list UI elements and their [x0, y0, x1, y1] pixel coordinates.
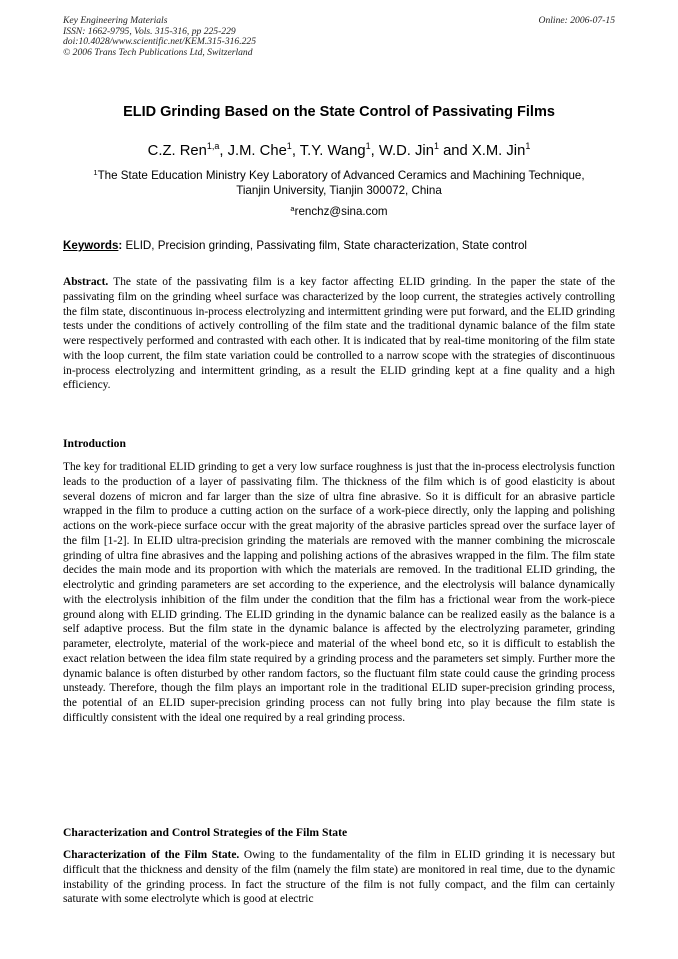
- author-affil-mark: 1: [286, 141, 292, 151]
- online-date: Online: 2006-07-15: [538, 15, 615, 26]
- subsection-heading: Characterization of the Film State.: [63, 849, 240, 861]
- affiliation-line-2: Tianjin University, Tianjin 300072, China: [236, 183, 442, 197]
- section-heading-characterization: Characterization and Control Strategies of the Film State: [63, 826, 348, 839]
- affiliation-mark: 1: [93, 168, 98, 177]
- author-list: [0, 143, 678, 159]
- abstract: [63, 275, 615, 393]
- copyright-line: © 2006 Trans Tech Publications Ltd, Switzerland: [63, 46, 253, 58]
- author-name: J.M. Che: [227, 143, 287, 159]
- doi-line[interactable]: doi:10.4028/www.scientific.net/KEM.315-316.225: [63, 36, 257, 48]
- author-affil-mark: 1: [365, 141, 371, 151]
- keywords-colon: :: [118, 239, 123, 252]
- affiliation: [0, 169, 678, 199]
- author-name: T.Y. Wang: [299, 143, 366, 159]
- paper-title: ELID Grinding Based on the State Control of Passivating Films: [123, 104, 555, 120]
- abstract-text: The state of the passivating film is a key factor affecting ELID grinding. In the paper the state of the passivating film on the grinding wheel surface was characterized by the loop current, the strategies actively controlling the film state, discontinuous in-process electrolyzing and intermittent grinding were put forward, and the ELID grinding tests under the conditions of actively controlling of the film state and the traditional dynamic balance of the film state were respectively performed and contrasted with each other. It is indicated that by real-time monitoring of the film state with the loop current, the film state variation could be controlled to a narrow scope with the strategies of discontinuous in-process electrolyzing and intermittent grinding, as a result the ELID grinding kept at a fine quality and a high efficiency.: [63, 276, 615, 392]
- section-heading-introduction: Introduction: [63, 437, 126, 450]
- author-affil-mark: 1: [525, 141, 531, 151]
- affiliation-line-1: $^1$The State Education Ministry Key Laboratory of Advanced Ceramics and Machining Technique,: [93, 168, 585, 182]
- characterization-text: Owing to the fundamentality of the film in ELID grinding it is necessary but difficult that the thickness and density of the film (namely the film state) are monitored in real time, due to the dynamic instability of the grinding process. In fact the structure of the film is not fully compact, and the film can certainly saturate with some electrolyte which is good at electric: [63, 849, 615, 906]
- author-email: [0, 205, 678, 218]
- journal-info: [63, 16, 256, 58]
- characterization-paragraph: [63, 848, 615, 907]
- author-separator: ,: [370, 143, 379, 159]
- email-mark: a: [290, 204, 295, 213]
- author-separator: ,: [219, 143, 228, 159]
- email-address[interactable]: renchz@sina.com: [294, 205, 388, 218]
- issn-line: ISSN: 1662-9795, Vols. 315-316, pp 225-229: [63, 25, 236, 37]
- author-affil-mark: 1,a: [206, 141, 220, 151]
- author-separator: ,: [291, 143, 300, 159]
- author-name: X.M. Jin: [471, 143, 526, 159]
- author-name: C.Z. Ren: [147, 143, 207, 159]
- keywords-label: Keywords: [63, 239, 119, 252]
- journal-name: Key Engineering Materials: [63, 15, 168, 26]
- keywords-text: ELID, Precision grinding, Passivating film, State characterization, State control: [122, 239, 527, 252]
- author-name: W.D. Jin: [378, 143, 434, 159]
- keywords: [63, 239, 615, 252]
- abstract-label: Abstract.: [63, 276, 109, 288]
- author-affil-mark: 1: [433, 141, 439, 151]
- introduction-paragraph: The key for traditional ELID grinding to get a very low surface roughness is just that the in-process electrolysis function leads to the production of a layer of passivating film. The thickness of the film which is of good elasticity is about several dozens of micron and far larger than the size of ultra fine abrasive. So it is difficult for an abrasive particle wrapped in the film to produce a cutting action on the surface of a work-piece directly, only the lapping and polishing actions on the work-piece surface occur with the great majority of the abrasive particles spread over the surface layer of the film [1-2]. In ELID ultra-precision grinding the materials are removed with the manner combining the microscale grinding of ultra fine abrasives and the lapping and polishing actions of the abrasives wrapped in the film. The film state decides the main mode and its proportion with which the materials are removed. In the traditional ELID grinding, the electrolytic and grinding parameters are set according to the experience, and the electrolysis will balance dynamically with the electrolysis inhibition of the film under the condition that the film has a frictional wear from the work-piece ground along with ELID grinding. The ELID grinding in the dynamic balance can be realized easily as the balance is a self adaptive process. But the film state in the dynamic balance is affected by the electrolyzing parameter, grinding parameter, electrolyte, material of the work-piece and material of the wheel bond etc, so it is difficult to establish the exact relation between the idea film state required by a grinding process and the parameters set simply. Further more the dynamic balance is often disturbed by other random factors, so the fluctuant film state could cause the grinding process unsteady. Therefore, though the film plays an important role in the traditional ELID super-precision grinding process, the potential of an ELID super-precision grinding process can not fully bring into play because the film state is difficultly consistent with the ideal one required by a real grinding process.: [63, 461, 615, 724]
- author-separator: and: [438, 143, 472, 159]
